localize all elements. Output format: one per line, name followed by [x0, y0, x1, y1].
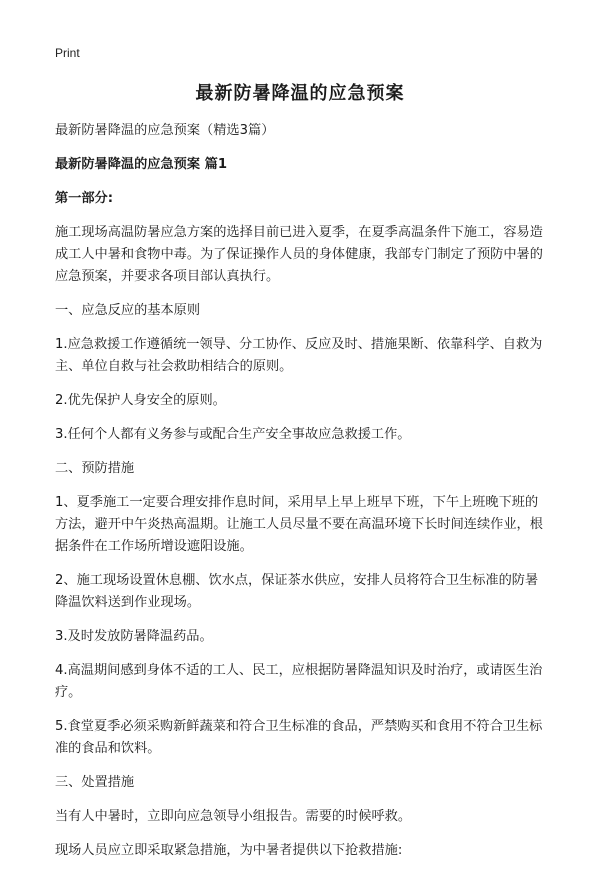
paragraph: 2.优先保护人身安全的原则。	[55, 393, 226, 408]
section-heading-handling: 三、处置措施	[55, 775, 135, 790]
paragraph: 1.应急救援工作遵循统一领导、分工协作、反应及时、措施果断、依靠科学、自救为主、单位自救与社会救助相结合的原则。	[55, 337, 543, 374]
section-heading-principles: 一、应急反应的基本原则	[55, 303, 201, 318]
paragraph: 3.任何个人都有义务参与或配合生产安全事故应急救援工作。	[55, 427, 411, 442]
paragraph: 现场人员应立即采取紧急措施，为中暑者提供以下抢救措施:	[55, 843, 403, 858]
print-link[interactable]: Print	[55, 46, 80, 60]
paragraph: 4.高温期间感到身体不适的工人、民工，应根据防暑降温知识及时治疗，或请医生治疗。	[55, 663, 543, 700]
intro-paragraph: 施工现场高温防暑应急方案的选择目前已进入夏季，在夏季高温条件下施工，容易造成工人中暑和食物中毒。为了保证操作人员的身体健康，我部专门制定了预防中暑的应急预案，并要求各项目部认真执行。	[55, 225, 543, 284]
paragraph: 5.食堂夏季必须采购新鲜蔬菜和符合卫生标准的食品，严禁购买和食用不符合卫生标准的食品和饮料。	[55, 719, 543, 756]
paragraph: 1、夏季施工一定要合理安排作息时间，采用早上早上班早下班，下午上班晚下班的方法，避开中午炎热高温期。让施工人员尽量不要在高温环境下长时间连续作业，根据条件在工作场所增设遮阳设施。	[55, 495, 543, 554]
article-heading: 最新防暑降温的应急预案 篇1	[55, 157, 228, 172]
document-body	[55, 120, 550, 874]
part-heading: 第一部分:	[55, 191, 114, 206]
paragraph: 当有人中暑时，立即向应急领导小组报告。需要的时候呼救。	[55, 809, 412, 824]
document-subtitle: 最新防暑降温的应急预案（精选3篇）	[55, 123, 275, 138]
paragraph: 2、施工现场设置休息棚、饮水点，保证茶水供应，安排人员将符合卫生标准的防暑降温饮料送到作业现场。	[55, 573, 539, 610]
paragraph: 3.及时发放防暑降温药品。	[55, 629, 213, 644]
page-title: 最新防暑降温的应急预案	[195, 83, 405, 104]
section-heading-prevention: 二、预防措施	[55, 461, 135, 476]
